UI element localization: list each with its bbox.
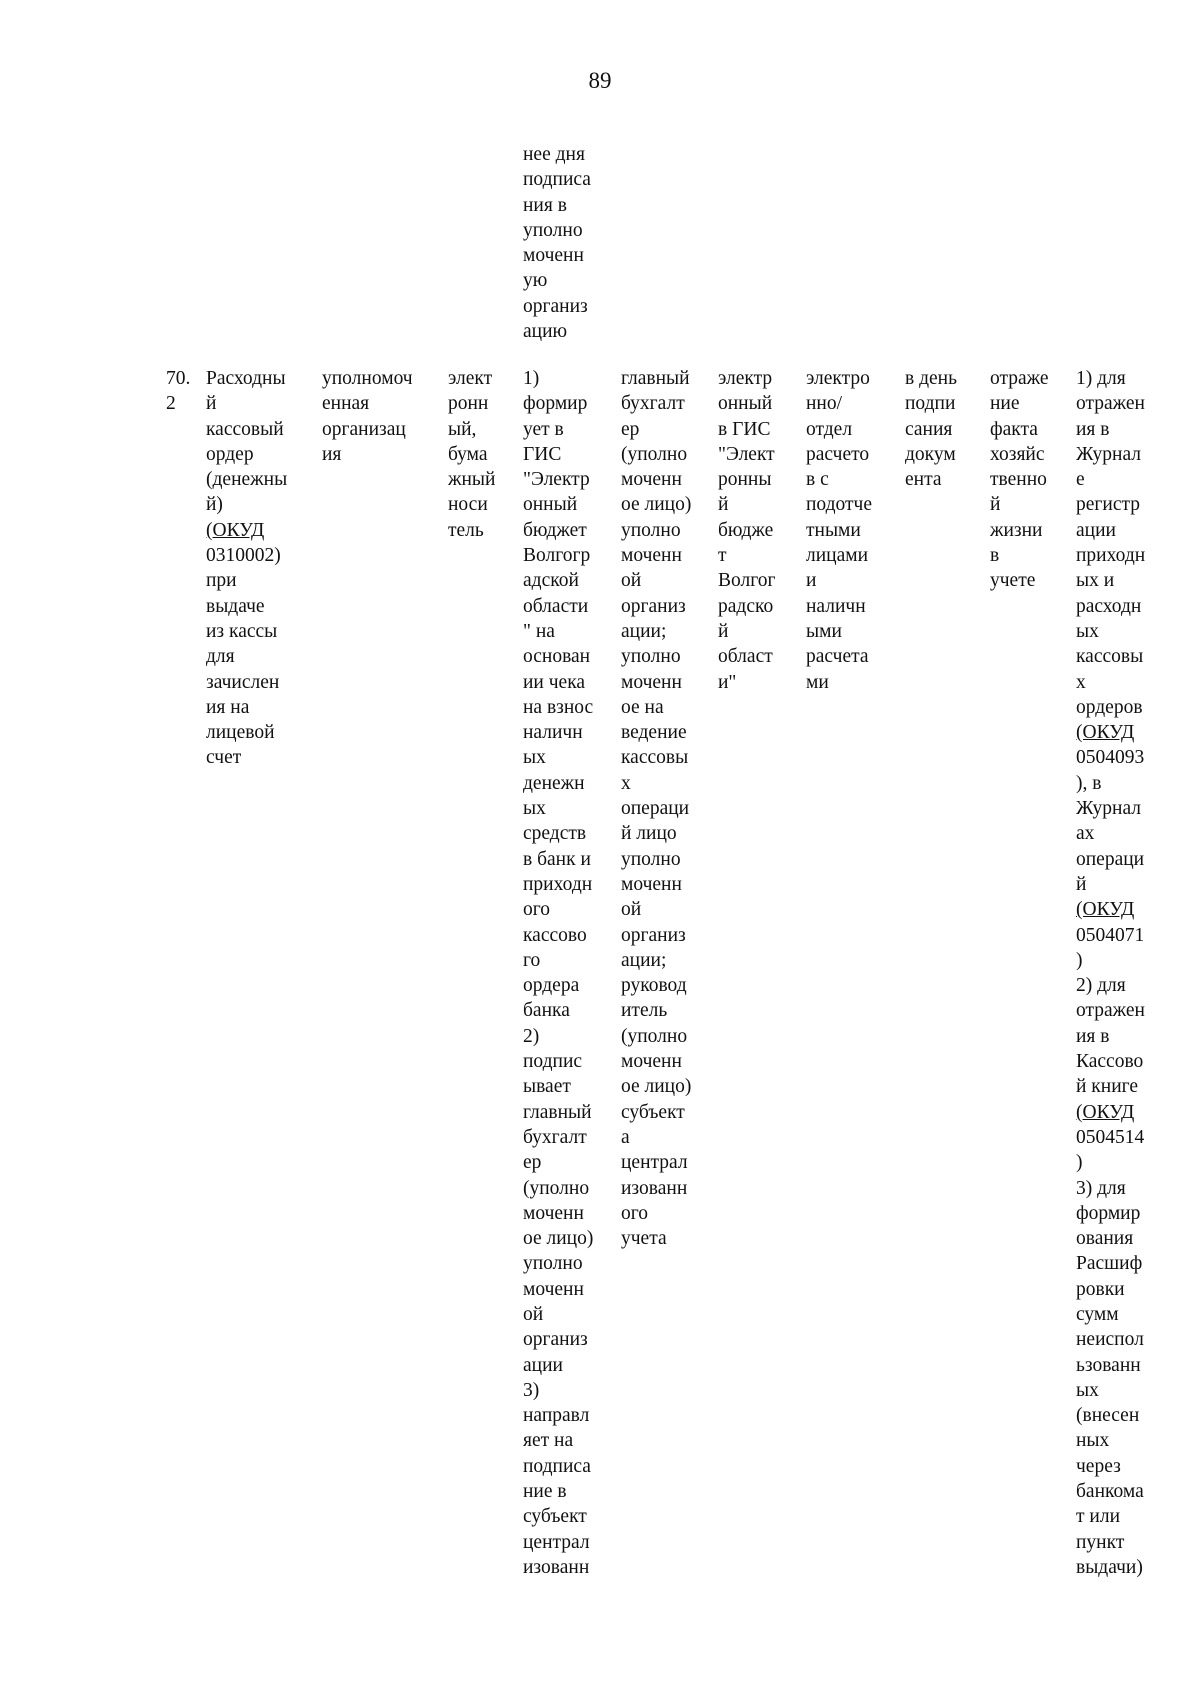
okud-reference: (ОКУД xyxy=(1076,899,1135,921)
col-purpose: отраже ние факта хозяйс твенно й жизни в учете xyxy=(990,368,1049,592)
col-media: элект ронн ый, бума жный носи тель xyxy=(448,368,496,541)
col-destination: электр онный в ГИС "Элект ронны й бюдже т Волгог радско й област и" xyxy=(718,368,776,693)
page-number: 89 xyxy=(588,68,612,93)
col-deadline: в день подпи сания докум ента xyxy=(905,368,957,491)
col-procedure: 1) формир ует в ГИС "Электр онный бюджет Волгогр адской области " на основан ии чека на взнос наличн ых денежн ых средств в банк и приходн ого кассово го ордера банка 2) подпис ывает главный бухгалт ер (уполно моченн ое лицо) уполно моченн ой организ ации 3) направл яет на подписа ние в субъект централ изованн xyxy=(523,368,594,1578)
col-recipient: электро нно/ отдел расчето в с подотче тными лицами и наличн ыми расчета ми xyxy=(806,368,873,693)
carryover-col-responsible-action: нее дня подписа ния в уполно моченн ую организ ацию xyxy=(523,144,591,343)
row-number: 70. 2 xyxy=(166,368,191,415)
okud-reference: (ОКУД xyxy=(1076,722,1135,744)
okud-reference: (ОКУД xyxy=(206,519,265,541)
col-document-name: Расходны й кассовый ордер (денежны й) (ОКУД 0310002) при выдаче из кассы для зачислен ия на лицевой счет xyxy=(206,368,288,769)
okud-reference: (ОКУД xyxy=(1076,1101,1135,1123)
col-notes: 1) для отражен ия в Журнал е регистр ации приходн ых и расходн ых кассовы х ордеров (ОКУД 0504093 ), в Журнал ах операци й (ОКУД 0504071 ) 2) для отражен ия в Кассово й книге (ОКУД 0504514 ) 3) для формир ования Расшиф ровки сумм неиспол ьзованн ых (внесен ных через банкома т или пункт выдачи) xyxy=(1076,368,1146,1578)
col-responsible: главный бухгалт ер (уполно моченн ое лицо) уполно моченн ой организ ации; уполно моченн ое на ведение кассовы х операци й лицо уполно моченн ой организ ации; руковод итель (уполно моченн ое лицо) субъект а централ изованн ого учета xyxy=(621,368,692,1250)
col-organization: уполномоч енная организац ия xyxy=(322,368,413,465)
